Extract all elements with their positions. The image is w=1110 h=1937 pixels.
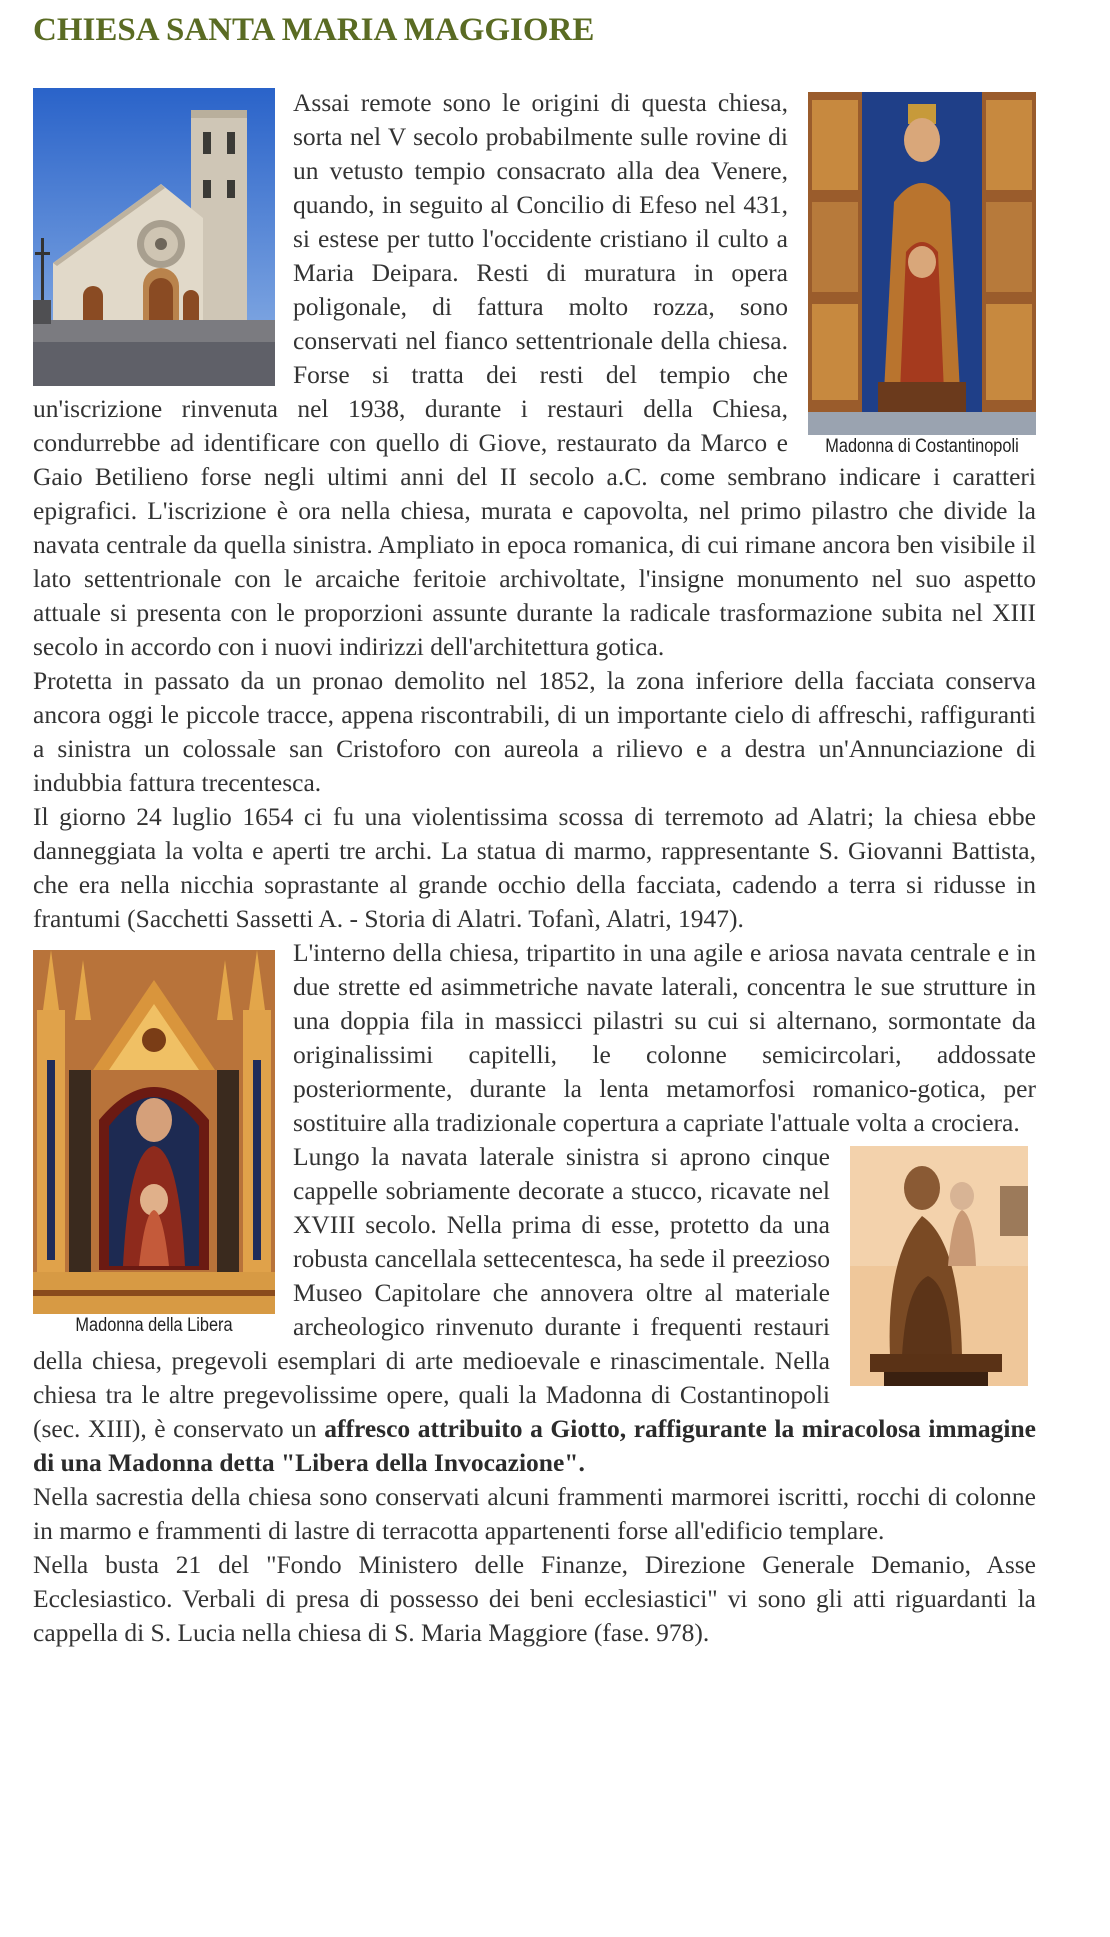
- church-facade-photo: [33, 88, 275, 386]
- paragraph-sacristy: Nella sacrestia della chiesa sono conservati alcuni frammenti marmorei iscritti, rocchi di colonne in marmo e frammenti di lastre di terracotta appartenenti forse all'edificio templare.: [33, 1482, 1036, 1545]
- madonna-statue-figure: [850, 1146, 1028, 1386]
- paragraph-earthquake: Il giorno 24 luglio 1654 ci fu una violentissima scossa di terremoto ad Alatri; la chiesa ebbe danneggiata la volta e aperti tre archi. La statua di marmo, rappresentante S. Giovanni Battista, che era nella nicchia soprastante al grande occhio della facciata, cadendo a terra si ridusse in frantumi (Sacchetti Sassetti A. - Storia di Alatri. Tofanì, Alatri, 1947).: [33, 802, 1036, 933]
- paragraph-chapels-text: Lungo la navata laterale sinistra si aprono cinque cappelle sobriamente decorate a stucco, ricavate nel XVIII secolo. Nella prima di esse, protetto da una robusta cancellala settecentesca, ha sede il preezioso Museo Capitolare che annovera oltre al materiale archeologico rinvenuto durante i frequenti restauri della chiesa, pregevoli esemplari di arte medioevale e rinascimentale. Nella chiesa tra le altre pregevolissime opere, quali la Madonna di Costantinopoli (sec. XIII), è conservato un: [33, 1142, 830, 1443]
- church-facade-image: [33, 88, 275, 386]
- madonna-costantinopoli-figure: [808, 92, 1036, 459]
- document-page: [33, 8, 1036, 1650]
- madonna-statue-image: [850, 1146, 1028, 1386]
- madonna-libera-caption: Madonna della Libera: [75, 1315, 233, 1336]
- madonna-libera-figure: [33, 950, 275, 1338]
- paragraph-archive: Nella busta 21 del "Fondo Ministero delle Finanze, Direzione Generale Demanio, Asse Ecclesiastico. Verbali di presa di possesso dei beni ecclesiastici" vi sono gli atti riguardanti la cappella di S. Lucia nella chiesa di S. Maria Maggiore (fase. 978).: [33, 1550, 1036, 1647]
- madonna-costantinopoli-caption: Madonna di Costantinopoli: [825, 436, 1019, 457]
- paragraph-chapels-bold: affresco attribuito a Giotto, raffigurante la miracolosa immagine di una Madonna detta "Libera della Invocazione".: [33, 1414, 1036, 1477]
- paragraph-origins: Assai remote sono le origini di questa chiesa, sorta nel V secolo probabilmente sulle rovine di un vetusto tempio consacrato alla dea Venere, quando, in seguito al Concilio di Efeso nel 431, si estese per tutto l'occidente cristiano il culto a Maria Deipara. Resti di muratura in opera poligonale, di fattura molto rozza, sono conservati nel fianco settentrionale della chiesa. Forse si tratta dei resti del tempio che un'iscrizione rinvenuta nel 1938, durante i restauri della Chiesa, condurrebbe ad identificare con quello di Giove, restaurato da Marco e Gaio Betilieno forse negli ultimi anni del II secolo a.C. come sembrano indicare i caratteri epigrafici. L'iscrizione è ora nella chiesa, murata e capovolta, nel primo pilastro che divide la navata centrale da quella sinistra. Ampliato in epoca romanica, di cui rimane ancora ben visibile il lato settentrionale con le arcaiche feritoie archivoltate, l'insigne monumento nel suo aspetto attuale si presenta con le proporzioni assunte durante la radicale trasformazione subita nel XIII secolo in accordo con i nuovi indirizzi dell'architettura gotica.: [33, 88, 1036, 661]
- paragraph-pronao: Protetta in passato da un pronao demolito nel 1852, la zona inferiore della facciata conserva ancora oggi le piccole tracce, appena riscontrabili, di un importante cielo di affreschi, raffiguranti a sinistra un colossale san Cristoforo con aureola a rilievo e a destra un'Annunciazione di indubbia fattura trecentesca.: [33, 666, 1036, 797]
- madonna-libera-image: [33, 950, 275, 1314]
- page-title: CHIESA SANTA MARIA MAGGIORE: [33, 12, 595, 48]
- paragraph-interior: L'interno della chiesa, tripartito in una agile e ariosa navata centrale e in due strette ed asimmetriche navate laterali, concentra le sue strutture in una doppia fila in massicci pilastri su cui si alternano, sormontate da originalissimi capitelli, le colonne semicircolari, addossate posteriormente, durante la lenta metamorfosi romanico-gotica, per sostituire alla tradizionale copertura a capriate l'attuale volta a crociera.: [293, 938, 1036, 1137]
- madonna-costantinopoli-image: [808, 92, 1036, 435]
